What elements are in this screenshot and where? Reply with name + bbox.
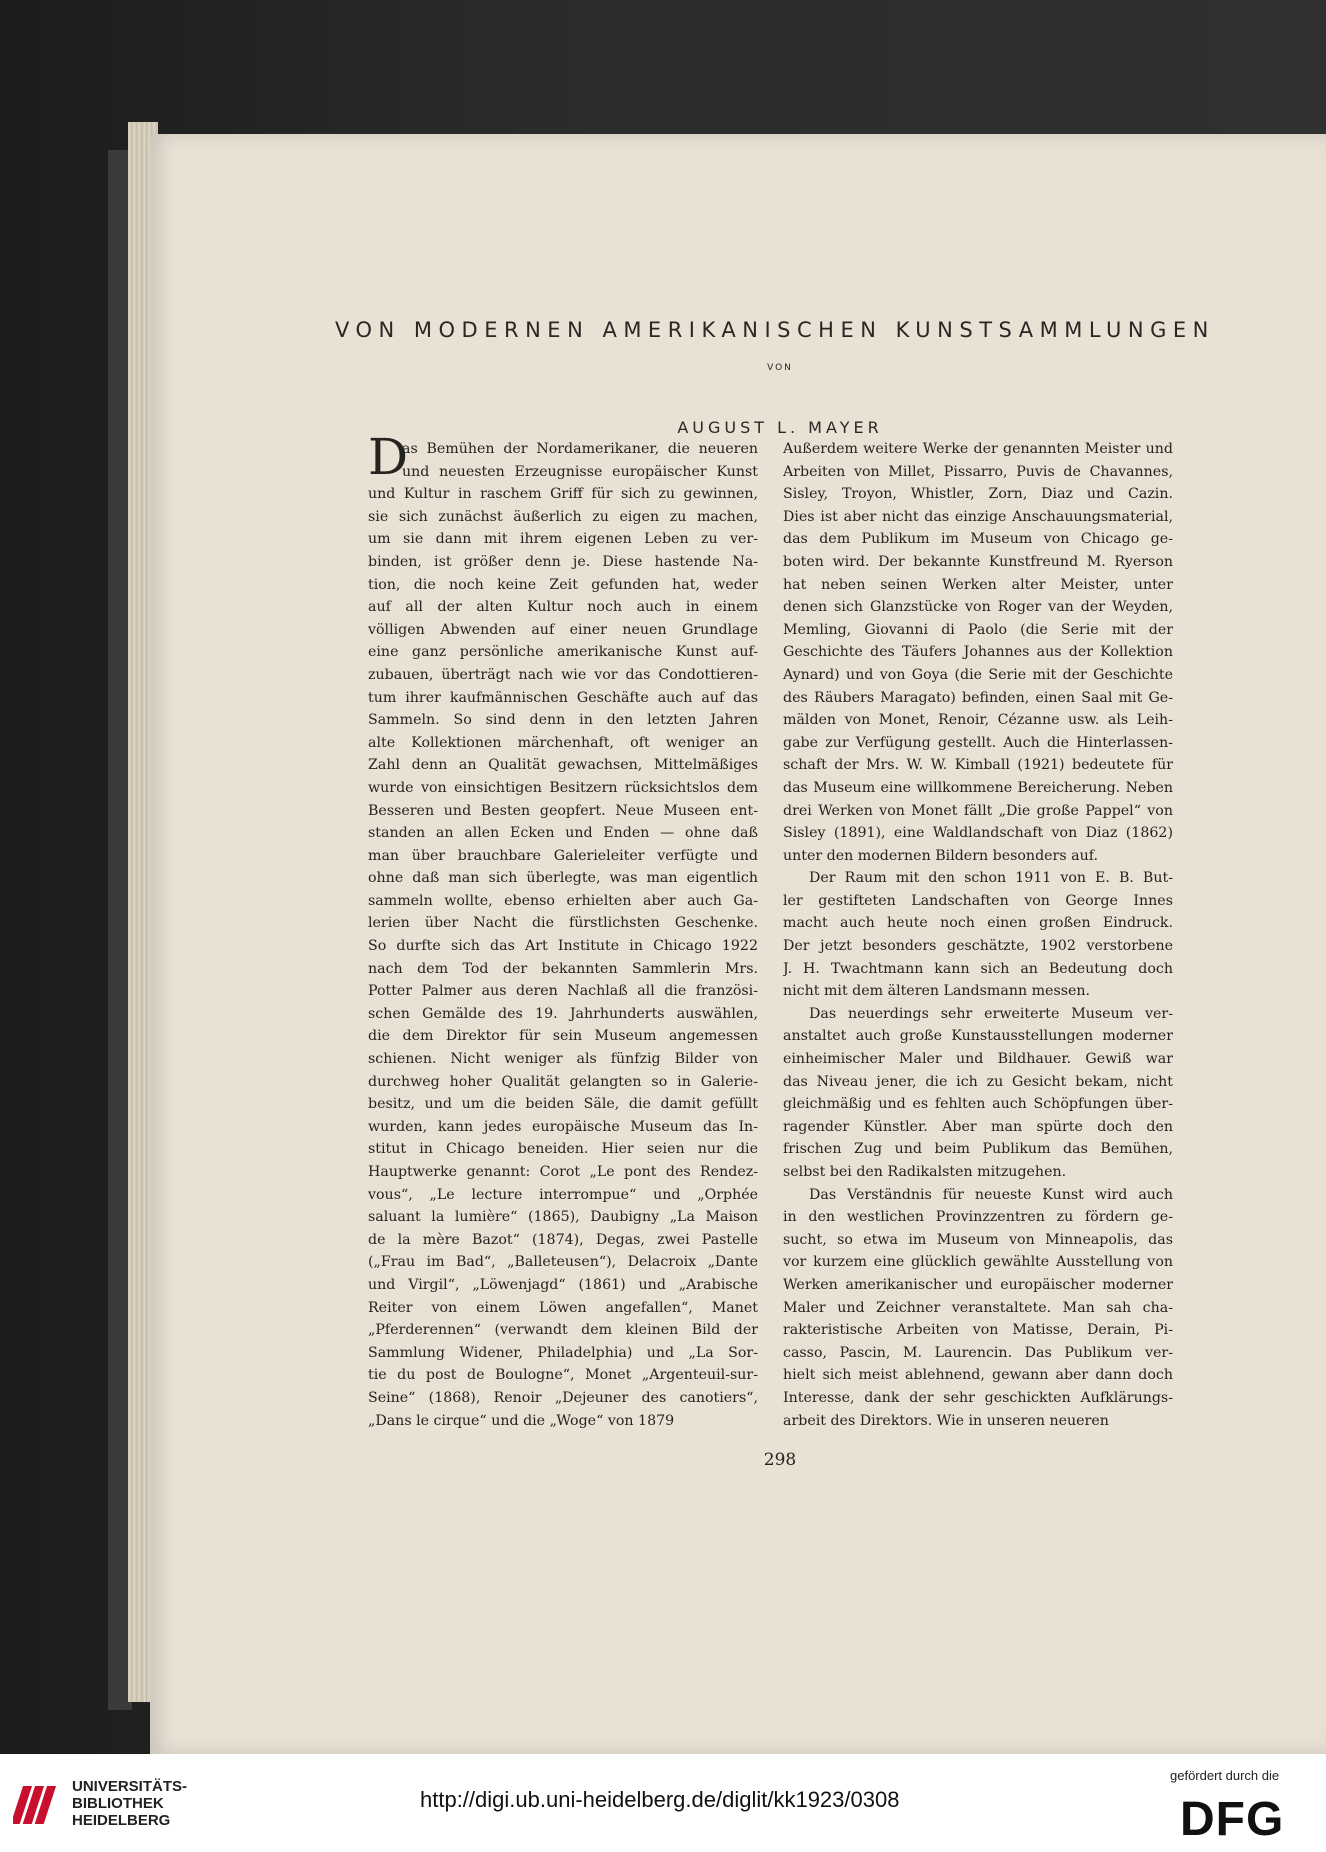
page-number: 298 — [763, 1450, 797, 1470]
text-line: Sammeln. So sind denn in den letzten Jahren — [368, 712, 758, 729]
text-line: Der Raum mit den schon 1911 von E. B. But- — [809, 870, 1173, 887]
library-name-line: BIBLIOTHEK — [72, 1795, 164, 1812]
text-line: hielt sich meist ablehnend, gewann aber dann doch — [783, 1367, 1173, 1384]
text-line: schaft der Mrs. W. W. Kimball (1921) bedeutete für — [783, 757, 1173, 774]
text-line: boten wird. Der bekannte Kunstfreund M. Ryerson — [783, 553, 1173, 570]
text-line: saluant la lumière“ (1865), Daubigny „La Maison — [368, 1209, 758, 1226]
text-line: Zahl denn an Qualität gewachsen, Mittelmäßiges — [368, 757, 758, 774]
text-line: Das Verständnis für neueste Kunst wird auch — [809, 1186, 1173, 1203]
text-line: rakteristische Arbeiten von Matisse, Derain, Pi- — [783, 1322, 1173, 1339]
text-line: das Museum eine willkommene Bereicherung. Neben — [783, 779, 1173, 796]
text-line: wurden, kann jedes europäische Museum das In- — [368, 1118, 758, 1135]
article-title: VON MODERNEN AMERIKANISCHEN KUNSTSAMMLUNGEN — [335, 318, 1215, 342]
text-line: nicht mit dem älteren Landsmann messen. — [783, 983, 1091, 1000]
text-line: und neuesten Erzeugnisse europäischer Kunst — [402, 463, 758, 480]
text-line: wurde von einsichtigen Besitzern rücksichtslos dem — [368, 779, 758, 796]
text-line: frischen Zug und beim Publikum das Bemühen, — [783, 1141, 1173, 1158]
text-line: zubauen, überträgt nach wie vor das Condottieren- — [368, 666, 758, 683]
text-line: lerien über Nacht die fürstlichsten Geschenke. — [368, 915, 758, 932]
text-line: drei Werken von Monet fällt „Die große Pappel“ von — [783, 802, 1173, 819]
text-line: Sisley (1891), eine Waldlandschaft von Diaz (1862) — [783, 825, 1173, 842]
article-author: AUGUST L. MAYER — [677, 418, 883, 437]
text-line: in den westlichen Provinzzentren zu fördern ge- — [783, 1209, 1173, 1226]
text-line: Arbeiten von Millet, Pissarro, Puvis de Chavannes, — [783, 463, 1173, 480]
text-line: Interesse, dank der sehr geschickten Aufklärungs- — [783, 1389, 1173, 1406]
text-line: tion, die noch keine Zeit gefunden hat, weder — [368, 576, 758, 593]
text-line: stitut in Chicago beneiden. Hier seien nur die — [368, 1141, 758, 1158]
text-line: sie sich zunächst äußerlich zu eigen zu machen, — [368, 508, 758, 525]
viewer-footer — [0, 1754, 1326, 1852]
text-line: ler gestifteten Landschaften von George Innes — [783, 892, 1173, 909]
text-line: das dem Publikum im Museum von Chicago ge- — [783, 531, 1173, 548]
text-line: J. H. Twachtmann kann sich an Bedeutung doch — [783, 960, 1173, 977]
text-line: des Räubers Maragato) befinden, einen Saal mit Ge- — [783, 689, 1173, 706]
text-line: standen an allen Ecken und Enden — ohne daß — [368, 825, 758, 842]
text-line: besitz, und um die beiden Säle, die damit gefüllt — [368, 1096, 758, 1113]
text-line: Werken amerikanischer und europäischer moderner — [783, 1276, 1173, 1293]
text-line: Sammlung Widener, Philadelphia) und „La Sor- — [368, 1344, 758, 1361]
text-line: Das neuerdings sehr erweiterte Museum ver- — [809, 1005, 1173, 1022]
text-line: schienen. Nicht weniger als fünfzig Bilder von — [368, 1051, 758, 1068]
text-line: schen Gemälde des 19. Jahrhunderts auswählen, — [368, 1005, 758, 1022]
text-line: eine ganz persönliche amerikanische Kunst auf- — [368, 644, 758, 661]
text-line: „Pferderennen“ (verwandt dem kleinen Bild der — [368, 1322, 758, 1339]
text-line: ohne daß man sich überlegte, was man eigentlich — [368, 870, 758, 887]
library-name-line: HEIDELBERG — [72, 1812, 171, 1829]
text-line: Sisley, Troyon, Whistler, Zorn, Diaz und Cazin. — [783, 486, 1173, 503]
text-line: Der jetzt besonders geschätzte, 1902 verstorbene — [783, 938, 1173, 955]
text-line: macht auch heute noch einen großen Eindruck. — [783, 915, 1173, 932]
text-line: tum ihrer kaufmännischen Geschäfte auch auf das — [368, 689, 758, 706]
library-logo-icon[interactable] — [13, 1780, 63, 1830]
text-line: die dem Direktor für sein Museum angemessen — [368, 1028, 758, 1045]
text-line: („Frau im Bad“, „Balleteusen“), Delacroix „Dante — [368, 1254, 758, 1271]
text-line: um sie dann mit ihrem eigenen Leben zu ver- — [368, 531, 758, 548]
dfg-logo[interactable]: DFG — [1180, 1793, 1285, 1846]
text-line: So durfte sich das Art Institute in Chicago 1922 — [368, 938, 758, 955]
text-line: Aynard) und von Goya (die Serie mit der Geschichte — [783, 666, 1173, 683]
byline-von: VON — [767, 363, 793, 373]
text-line: „Dans le cirque“ und die „Woge“ von 1879 — [368, 1412, 675, 1429]
text-line: arbeit des Direktors. Wie in unseren neueren — [783, 1412, 1109, 1429]
text-line: binden, ist größer denn je. Diese hastende Na- — [368, 553, 758, 570]
library-name-line: UNIVERSITÄTS- — [72, 1778, 188, 1795]
text-line: casso, Pascin, M. Laurencin. Das Publikum ver- — [783, 1344, 1173, 1361]
text-line: sucht, so etwa im Museum von Minneapolis, das — [783, 1231, 1173, 1248]
drop-cap: D — [368, 428, 409, 486]
text-line: das Niveau jener, die ich zu Gesicht bekam, nicht — [783, 1073, 1173, 1090]
text-line: hat neben seinen Werken alter Meister, unter — [783, 576, 1173, 593]
text-line: gabe zur Verfügung gestellt. Auch die Hinterlassen- — [783, 734, 1173, 751]
text-line: Memling, Giovanni di Paolo (die Serie mit der — [783, 621, 1173, 638]
text-line: Potter Palmer aus deren Nachlaß all die französi- — [368, 983, 758, 1000]
text-line: anstaltet auch große Kunstausstellungen moderner — [783, 1028, 1173, 1045]
text-line: alte Kollektionen märchenhaft, oft weniger an — [368, 734, 758, 751]
permalink-url[interactable]: http://digi.ub.uni-heidelberg.de/diglit/kk1923/0308 — [420, 1787, 900, 1812]
text-line: denen sich Glanzstücke von Roger van der Weyden, — [783, 599, 1173, 616]
text-line: Maler und Zeichner veranstaltete. Man sah cha- — [783, 1299, 1173, 1316]
text-line: Geschichte des Täufers Johannes aus der Kollektion — [783, 644, 1173, 661]
text-line: Hauptwerke genannt: Corot „Le pont des Rendez- — [368, 1164, 758, 1180]
text-line: völligen Abwenden auf einer neuen Grundlage — [368, 621, 758, 638]
text-line: vous“, „Le lecture interrompue“ und „Orphée — [368, 1186, 758, 1203]
text-line: Reiter von einem Löwen angefallen“, Manet — [368, 1299, 758, 1316]
text-line: mälden von Monet, Renoir, Cézanne usw. als Leih- — [783, 712, 1173, 729]
funding-label: gefördert durch die — [1170, 1768, 1280, 1783]
text-line: auf all der alten Kultur noch auch in einem — [368, 599, 758, 616]
text-line: durchweg hoher Qualität gelangten so in Galerie- — [368, 1073, 758, 1090]
text-line: de la mère Bazot“ (1874), Degas, zwei Pastelle — [368, 1231, 758, 1248]
right-text-column — [783, 438, 1173, 1432]
text-line: und Kultur in raschem Griff für sich zu gewinnen, — [368, 486, 758, 503]
text-line: einheimischer Maler und Bildhauer. Gewiß war — [783, 1051, 1173, 1068]
text-line: unter den modernen Bildern besonders auf. — [783, 847, 1098, 864]
library-name — [72, 1778, 187, 1829]
text-line: tie du post de Boulogne“, Monet „Argenteuil-sur- — [368, 1367, 758, 1384]
text-line: gleichmäßig und es fehlten auch Schöpfungen über- — [783, 1096, 1173, 1113]
text-line: Außerdem weitere Werke der genannten Meister und — [783, 441, 1173, 457]
text-line: Besseren und Besten geopfert. Neue Museen ent- — [368, 802, 758, 819]
text-line: vor kurzem eine glücklich gewählte Ausstellung von — [783, 1254, 1173, 1271]
text-line: man über brauchbare Galerieleiter verfügte und — [368, 847, 758, 864]
text-line: sammeln wollte, ebenso erhielten aber auch Ga- — [368, 892, 758, 909]
text-line: Seine“ (1868), Renoir „Dejeuner des canotiers“, — [368, 1389, 758, 1406]
left-text-column — [368, 438, 758, 1432]
text-line: und Virgil“, „Löwenjagd“ (1861) und „Arabische — [368, 1276, 758, 1293]
text-line: selbst bei den Radikalsten mitzugehen. — [783, 1164, 1067, 1180]
text-line: Dies ist aber nicht das einzige Anschauungsmaterial, — [783, 508, 1173, 525]
text-line: as Bemühen der Nordamerikaner, die neueren — [402, 441, 758, 457]
text-line: ragender Künstler. Aber man spürte doch den — [783, 1118, 1173, 1135]
text-line: nach dem Tod der bekannten Sammlerin Mrs. — [368, 960, 758, 977]
